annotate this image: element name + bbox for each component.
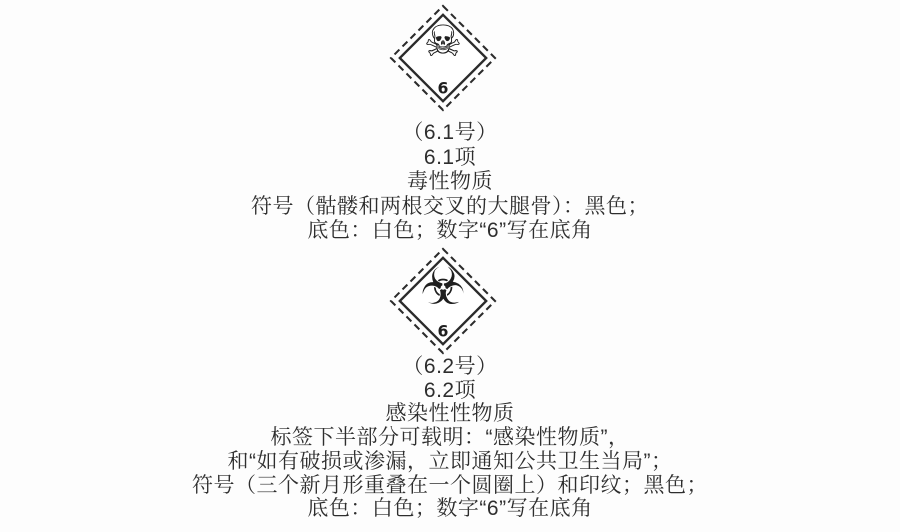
division-line-6-1: 6.1项	[423, 145, 477, 169]
division-line-6-2: 6.2项	[423, 378, 477, 402]
hazard-diamond-6-2	[389, 245, 497, 357]
caption-6-2	[0, 355, 900, 521]
class-number-6-1: 6	[437, 78, 449, 98]
label-number-line-6-1: （6.1号）	[402, 121, 498, 144]
background-spec-line-6-1: 底色：白色；数字“6”写在底角	[307, 219, 593, 242]
symbol-spec-line-6-1: 符号（骷髅和两根交叉的大腿骨）：黑色；	[251, 194, 649, 218]
background-spec-line-6-2: 底色：白色；数字“6”写在底角	[307, 497, 593, 521]
biohazard-icon: ☣	[420, 257, 466, 317]
substance-name-line-6-1: 毒性物质	[407, 170, 493, 193]
label-number-line-6-2: （6.2号）	[402, 355, 498, 378]
substance-name-line-6-2: 感染性性物质	[385, 402, 515, 426]
skull-and-crossbones-icon: ☠	[423, 17, 463, 68]
class-number-6-2: 6	[437, 321, 449, 341]
caption-6-1	[0, 121, 900, 244]
leak-notice-line-6-2: 和“如有破损或渗漏，立即通知公共卫生当局”；	[227, 449, 673, 473]
hazard-diamond-6-1	[389, 2, 497, 114]
lower-half-text-line-6-2: 标签下半部分可载明：“感染性物质”，	[270, 426, 630, 450]
symbol-spec-line-6-2: 符号（三个新月形重叠在一个圆圈上）和印纹；黑色；	[192, 473, 708, 497]
